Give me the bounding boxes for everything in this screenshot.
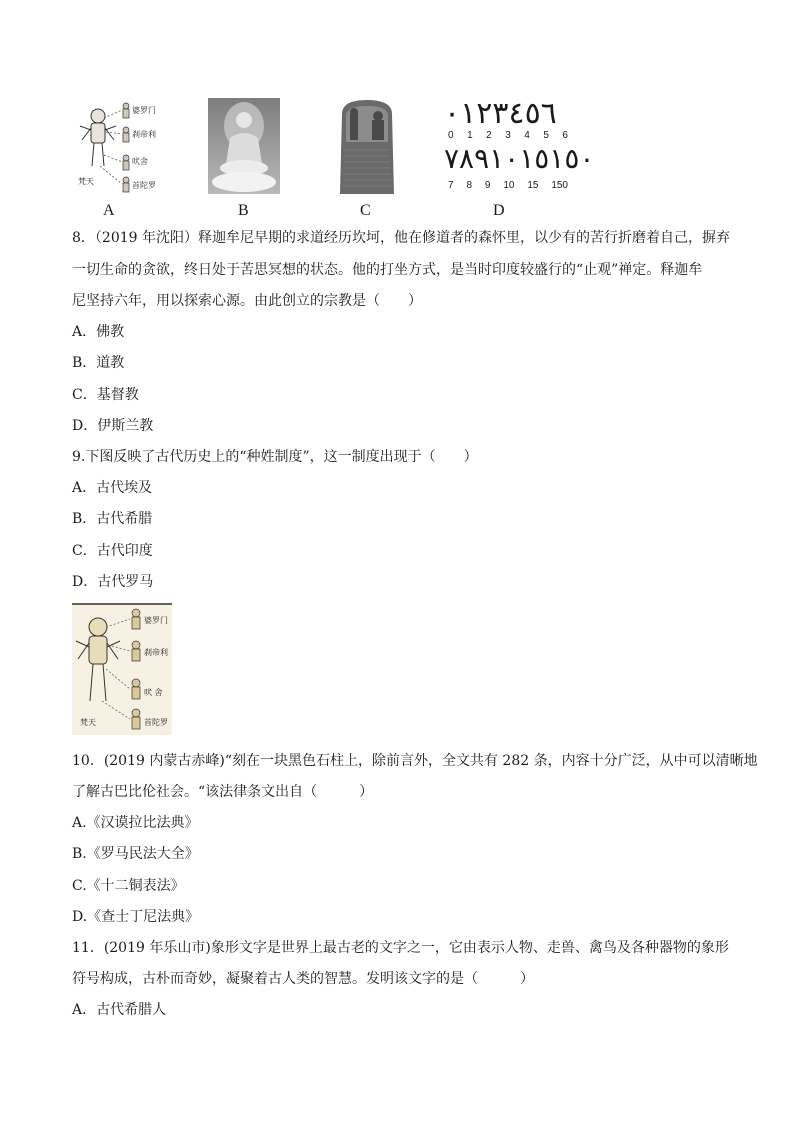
numeral-digit-1: 1 [467, 130, 473, 141]
caste-label-vaishya: 吠舍 [132, 157, 148, 166]
q10-option-d[interactable]: D.《查士丁尼法典》 [72, 909, 200, 925]
q10-option-a[interactable]: A.《汉谟拉比法典》 [72, 815, 199, 831]
q11-stem-line2: 符号构成，古朴而奇妙，凝聚着古人类的智慧。发明该文字的是（ ） [72, 971, 534, 987]
q11-stem-line1: 11．(2019 年乐山市)象形文字是世界上最古老的文字之一，它由表示人物、走兽、禽鸟及各种器物的象形 [72, 940, 729, 956]
q9-option-d[interactable]: D．古代罗马 [72, 574, 154, 590]
numerals-row1-glyphs: ٠١٢٣٤٥٦ [444, 96, 557, 131]
numeral-digit-8: 8 [466, 180, 472, 191]
q10-option-c[interactable]: C.《十二铜表法》 [72, 878, 185, 894]
q10-option-b[interactable]: B.《罗马民法大全》 [72, 846, 199, 862]
q9-caste-shudra: 首陀罗 [144, 718, 168, 727]
image-b-label: B [238, 202, 249, 219]
numeral-digit-150: 150 [551, 180, 568, 191]
image-a-caste-diagram [74, 100, 164, 196]
q9-caste-brahmin: 婆罗门 [144, 616, 168, 625]
q9-option-a[interactable]: A．古代埃及 [72, 480, 153, 496]
q8-stem-line1: 8．（2019 年沈阳）释迦牟尼早期的求道经历坎坷，他在修道者的森怀里，以少有的苦行折磨着自己，摒弃 [72, 230, 730, 246]
image-a-label: A [103, 202, 115, 219]
numeral-digit-7: 7 [448, 180, 454, 191]
q9-caste-vaishya: 吠 舍 [144, 688, 163, 697]
q9-caste-kshatriya: 刹帝利 [144, 648, 168, 657]
image-d-label: D [493, 202, 505, 219]
q8-option-b[interactable]: B．道教 [72, 355, 125, 371]
numeral-digit-9: 9 [484, 180, 491, 191]
q10-stem-line1: 10．(2019 内蒙古赤峰)“刻在一块黑色石柱上，除前言外，全文共有 282 条，内容十分广泛，从中可以清晰地 [72, 753, 758, 769]
image-c-hammurabi-stele [336, 98, 398, 194]
numeral-digit-10: 10 [503, 180, 515, 191]
god-label-brahma: 梵天 [78, 177, 94, 186]
q9-stem-line1: 9.下图反映了古代历史上的“种姓制度”，这一制度出现于（ ） [72, 449, 478, 465]
numerals-row2-glyphs: ٧٨٩١٠١٥١٥٠ [444, 142, 595, 175]
q8-stem-line2: 一切生命的贪欲，终日处于苦思冥想的状态。他的打坐方式，是当时印度较盛行的“止观”禅定。释迦牟 [72, 262, 703, 278]
numeral-digit-15: 15 [527, 180, 539, 191]
numeral-digit-4: 4 [524, 130, 530, 141]
q8-option-a[interactable]: A．佛教 [72, 324, 125, 340]
q8-option-c[interactable]: C．基督教 [72, 387, 139, 403]
q10-stem-line2: 了解古巴比伦社会。“该法律条文出自（ ） [72, 784, 374, 800]
image-d-numerals [444, 96, 595, 196]
q8-stem-line3: 尼坚持六年，用以探索心源。由此创立的宗教是（ ） [72, 293, 422, 309]
caste-label-shudra: 首陀罗 [132, 181, 156, 190]
image-b-buddha-statue [208, 98, 280, 194]
image-c-label: C [360, 202, 371, 219]
numeral-digit-5: 5 [543, 130, 549, 141]
numeral-digit-2: 2 [486, 130, 492, 141]
q9-god-brahma: 梵天 [80, 718, 96, 727]
q11-option-a[interactable]: A．古代希腊人 [72, 1002, 167, 1018]
q9-option-b[interactable]: B．古代希腊 [72, 511, 153, 527]
q9-caste-figure [72, 603, 172, 735]
q9-option-c[interactable]: C．古代印度 [72, 543, 153, 559]
numeral-digit-6: 6 [562, 130, 568, 141]
caste-label-kshatriya: 刹帝利 [132, 130, 156, 139]
numeral-digit-0: 0 [448, 130, 454, 141]
numeral-digit-3: 3 [505, 130, 511, 141]
q8-option-d[interactable]: D．伊斯兰教 [72, 418, 154, 434]
caste-label-brahmin: 婆罗门 [132, 106, 156, 115]
